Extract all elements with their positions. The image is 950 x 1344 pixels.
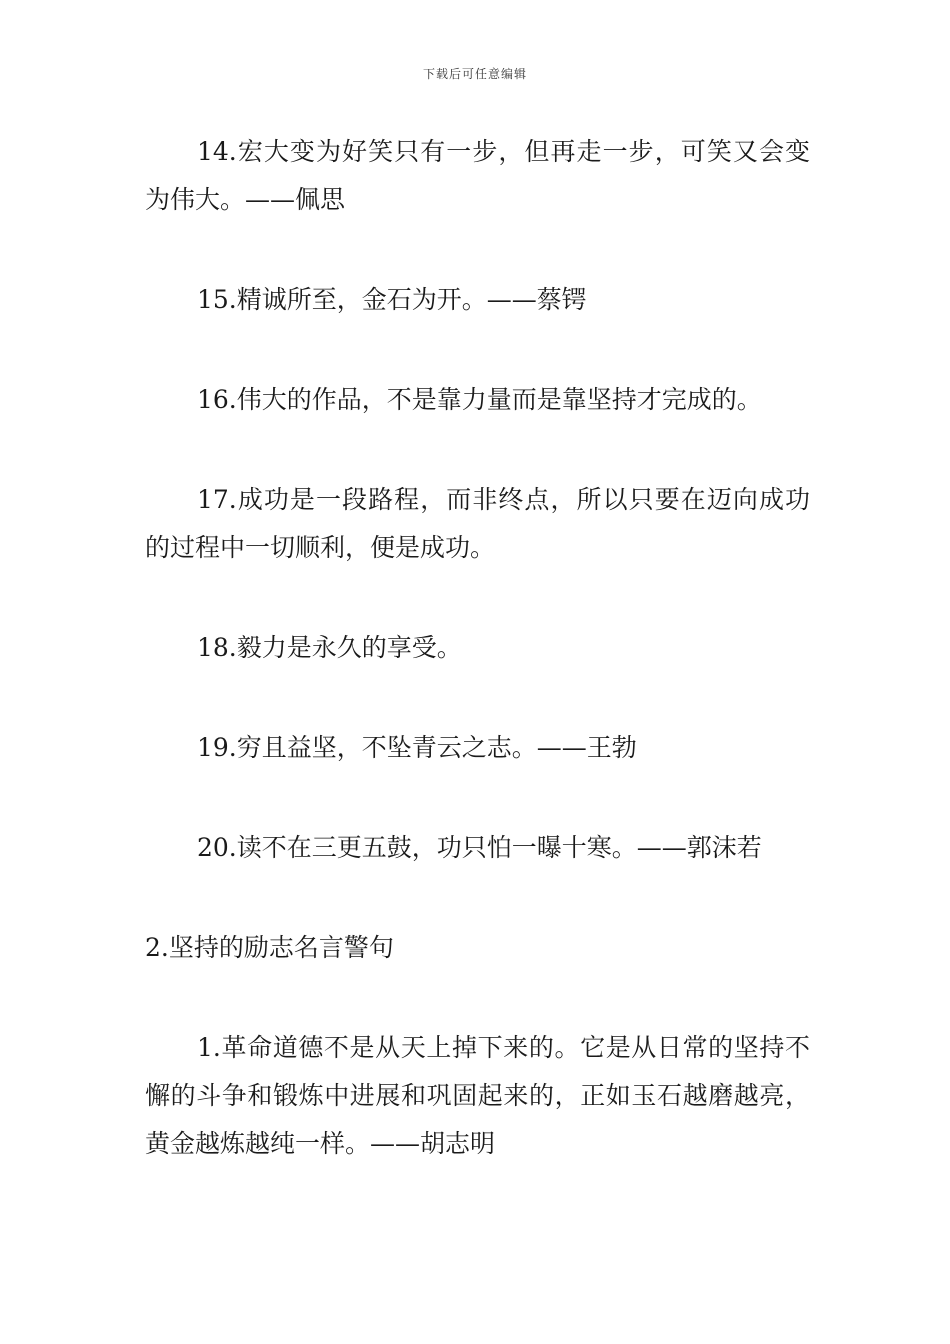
quote-20: 20.读不在三更五鼓，功只怕一曝十寒。——郭沫若 [197, 833, 762, 862]
quote-14: 14.宏大变为好笑只有一步，但再走一步，可笑又会变为伟大。——佩思 [145, 137, 810, 214]
page-header: 下载后可任意编辑 [422, 67, 527, 81]
quote-15: 15.精诚所至，金石为开。——蔡锷 [197, 285, 587, 314]
document-body [145, 128, 810, 1220]
section-heading: 2.坚持的励志名言警句 [145, 933, 394, 962]
quote-1: 1.革命道德不是从天上掉下来的。它是从日常的坚持不懈的斗争和锻炼中进展和巩固起来的，正如玉石越磨越亮，黄金越炼越纯一样。——胡志明 [145, 1033, 810, 1158]
quote-16: 16.伟大的作品，不是靠力量而是靠坚持才完成的。 [197, 385, 762, 414]
quote-17: 17.成功是一段路程，而非终点，所以只要在迈向成功的过程中一切顺利，便是成功。 [145, 485, 810, 562]
quote-18: 18.毅力是永久的享受。 [197, 633, 462, 662]
quote-19: 19.穷且益坚，不坠青云之志。——王勃 [197, 733, 637, 762]
